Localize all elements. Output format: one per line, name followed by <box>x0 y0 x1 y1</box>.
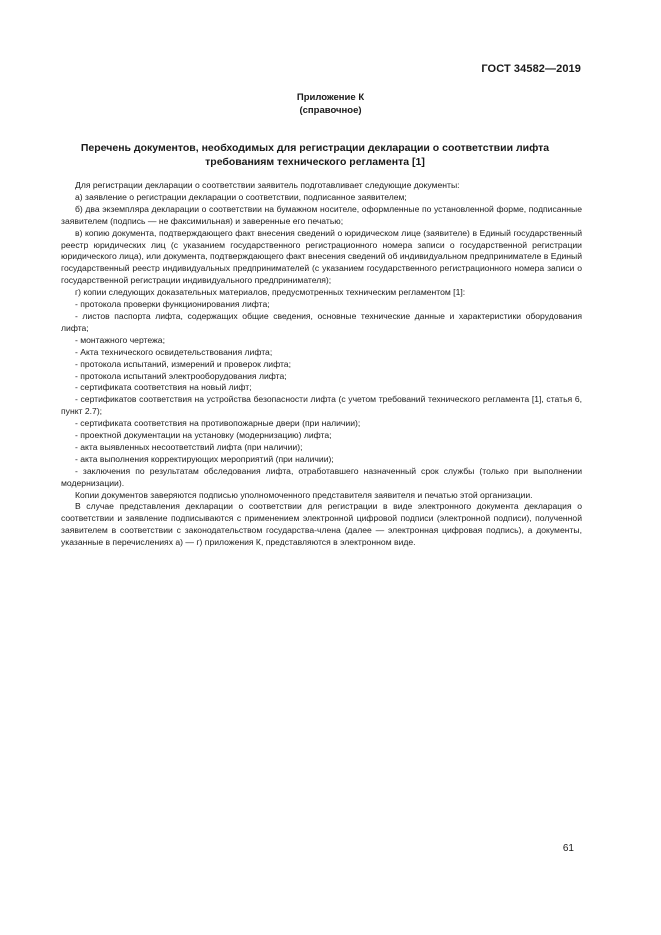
list-item: - сертификатов соответствия на устройства безопасности лифта (с учетом требований технического регламента [1], статья 6, пункт 2.7); <box>61 394 582 417</box>
annex-heading <box>0 91 661 117</box>
list-item: - монтажного чертежа; <box>75 334 165 345</box>
list-item: - акта выявленных несоответствий лифта (при наличии); <box>75 441 303 452</box>
list-item: - проектной документации на установку (модернизацию) лифта; <box>75 430 332 441</box>
list-item: - протокола испытаний, измерений и проверок лифта; <box>75 358 291 369</box>
title-line: требованиям технического регламента [1] <box>205 155 425 168</box>
paragraph: г) копии следующих доказательных материалов, предусмотренных техническим регламентом [1]: <box>75 287 466 298</box>
paragraph: Копии документов заверяются подписью уполномоченного представителя заявителя и печатью этой организации. <box>75 489 533 500</box>
page-number: 61 <box>562 843 574 854</box>
document-code: ГОСТ 34582—2019 <box>481 63 581 75</box>
list-item: - протокола испытаний электрооборудования лифта; <box>75 370 287 381</box>
document-body <box>61 180 582 549</box>
list-item: - протокола проверки функционирования лифта; <box>75 299 270 310</box>
list-item: - Акта технического освидетельствования лифта; <box>75 346 273 357</box>
annex-subtitle: (справочное) <box>299 105 362 116</box>
title-line: Перечень документов, необходимых для регистрации декларации о соответствии лифта <box>80 142 550 154</box>
annex-title: Приложение К <box>296 92 365 103</box>
list-item: - сертификата соответствия на противопожарные двери (при наличии); <box>75 418 361 429</box>
list-item: - листов паспорта лифта, содержащих общие сведения, основные технические данные и характеристики оборудования лифта; <box>61 310 582 333</box>
paragraph: Для регистрации декларации о соответствии заявитель подготавливает следующие документы: <box>75 180 460 190</box>
paragraph: В случае представления декларации о соответствии для регистрации в виде электронного документа декларация о соответствии и заявление подписываются с применением электронной цифровой подписи (электронной подписи), полученной заявителем в соответствии с законодательством государства-члена (далее — электронная цифровая подпись), а документы, указанные в перечислениях а) — г) приложения К, представляются в электронном виде. <box>61 501 582 548</box>
paragraph: б) два экземпляра декларации о соответствии на бумажном носителе, оформленные по установленной форме, подписанные заявителем (подпись — не факсимильная) и заверенные его печатью; <box>61 203 582 226</box>
paragraph: а) заявление о регистрации декларации о соответствии, подписанное заявителем; <box>75 191 407 202</box>
list-item: - заключения по результатам обследования лифта, отработавшего назначенный срок службы (только при выполнении модернизации). <box>61 465 582 488</box>
document-title <box>60 142 570 169</box>
list-item: - сертификата соответствия на новый лифт; <box>75 382 252 393</box>
paragraph: в) копию документа, подтверждающего факт внесения сведений о юридическом лице (заявителе) в Единый государственный реестр юридических лиц (с указанием государственного регистрационного номера записи о государственной регистрации юридического лица), или документа, подтверждающего факт внесения сведений об индивидуальном предпринимателе в Единый государственный реестр индивидуальных предпринимателей (с указанием государственного регистрационного номера записи о государственной регистрации индивидуального предпринимателя); <box>61 227 582 286</box>
list-item: - акта выполнения корректирующих мероприятий (при наличии); <box>75 453 334 464</box>
